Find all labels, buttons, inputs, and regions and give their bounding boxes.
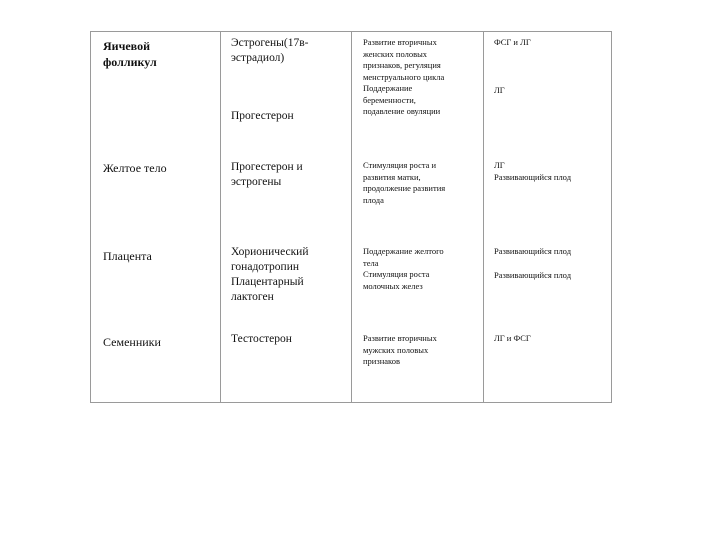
hormone-cell: Тестостерон (231, 333, 292, 345)
hormone-cell: Прогестерон (231, 110, 294, 122)
gland-cell: Яичевой фолликул (103, 39, 157, 69)
regulator-cell: Развивающийся плод (494, 246, 572, 256)
effect-cell: Стимуляция роста и развития матки, продолжение развития плода (363, 160, 446, 205)
hormone-cell: Эстрогены(17в- эстрадиол) (231, 37, 309, 64)
effect-cell: Поддержание желтого тела Стимуляция роста молочных желез (363, 246, 444, 291)
column-divider (351, 32, 352, 402)
regulator-cell: ЛГ и ФСГ (494, 333, 531, 343)
hormone-cell: Хорионический гонадотропин Плацентарный лактоген (231, 246, 309, 303)
regulator-cell: ФСГ и ЛГ (494, 37, 531, 47)
gland-cell: Семенники (103, 335, 161, 349)
hormone-table (90, 31, 612, 403)
effect-cell: Развитие вторичных мужских половых признаков (363, 333, 437, 366)
regulator-cell: ЛГ (494, 85, 505, 95)
regulator-cell: ЛГ Развивающийся плод (494, 160, 572, 182)
gland-cell: Плацента (103, 249, 152, 263)
column-divider (220, 32, 221, 402)
effect-cell: Развитие вторичных женских половых признаков, регуляция менструального цикла Поддержание беременности, подавление овуляции (363, 37, 445, 116)
regulator-cell: Развивающийся плод (494, 270, 572, 280)
column-divider (483, 32, 484, 402)
gland-cell: Желтое тело (103, 161, 167, 175)
hormone-cell: Прогестерон и эстрогены (231, 161, 303, 188)
